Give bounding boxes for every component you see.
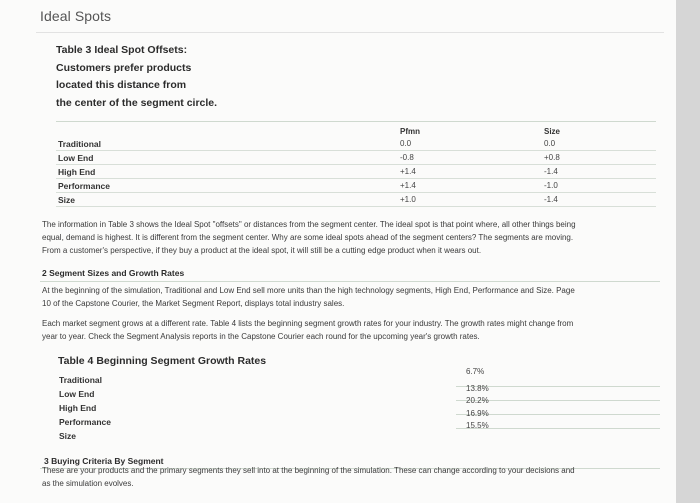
section2-paragraph-1 xyxy=(42,284,668,310)
table-row xyxy=(56,151,656,165)
pfmn-value: -0.8 xyxy=(400,153,414,162)
text-line: At the beginning of the simulation, Traditional and Low End sell more units than the high technology segments, High End, Performance and Size. Page xyxy=(42,286,575,295)
growth-rate-value: 15.5% xyxy=(466,421,489,430)
table3-caption xyxy=(56,42,316,112)
section-divider xyxy=(40,281,660,282)
text-line: The information in Table 3 shows the Ideal Spot "offsets" or distances from the segment center. The ideal spot is that point where, all other things being xyxy=(42,220,576,229)
table-row xyxy=(56,396,660,415)
row-label: Size xyxy=(58,195,76,205)
section2-paragraph-2 xyxy=(42,317,668,343)
table-top-rule xyxy=(56,121,656,122)
caption-line: Table 3 Ideal Spot Offsets: xyxy=(56,44,188,56)
section3-paragraph xyxy=(42,464,668,490)
size-value: +0.8 xyxy=(544,153,560,162)
text-line: 10 of the Capstone Courier, the Market Segment Report, displays total industry sales. xyxy=(42,299,345,308)
caption-line: located this distance from xyxy=(56,79,187,91)
pfmn-value: +1.4 xyxy=(400,167,416,176)
row-label: Performance xyxy=(58,181,110,191)
growth-rate-value: 20.2% xyxy=(466,396,489,405)
table-row xyxy=(56,165,656,179)
page-title: Ideal Spots xyxy=(40,8,112,24)
text-line: equal, demand is highest. It is different from the segment center. Why are some ideal spots ahead of the segment centers? The segments are moving. xyxy=(42,233,574,242)
title-divider xyxy=(36,32,664,33)
size-value: -1.0 xyxy=(544,181,558,190)
growth-rate-value: 6.7% xyxy=(466,367,485,376)
background-edge xyxy=(676,0,700,503)
text-line: These are your products and the primary segments they sell into at the beginning of the simulation. These can change according to your decisions and xyxy=(42,466,575,475)
section3-heading: 3 Buying Criteria By Segment xyxy=(44,456,164,466)
size-value: -1.4 xyxy=(544,167,558,176)
row-label: Low End xyxy=(58,153,94,163)
table-row xyxy=(56,179,656,193)
table-row xyxy=(56,384,660,401)
table-row xyxy=(56,137,656,151)
row-label: Traditional xyxy=(59,375,102,385)
row-label: High End xyxy=(58,167,96,177)
text-line: From a customer's perspective, if they buy a product at the ideal spot, it will still be a cutting edge product when it wears out. xyxy=(42,246,482,255)
size-value: -1.4 xyxy=(544,195,558,204)
text-line: as the simulation evolves. xyxy=(42,479,134,488)
pfmn-value: +1.4 xyxy=(400,181,416,190)
row-label: High End xyxy=(59,403,97,413)
table-row xyxy=(56,367,660,387)
row-label: Traditional xyxy=(58,139,101,149)
section2-heading: 2 Segment Sizes and Growth Rates xyxy=(42,268,185,278)
caption-line: the center of the segment circle. xyxy=(56,96,218,109)
table-row xyxy=(56,409,660,429)
row-label: Size xyxy=(59,431,77,441)
pfmn-value: +1.0 xyxy=(400,195,416,204)
intro-paragraph xyxy=(42,218,668,257)
growth-rate-value: 13.8% xyxy=(466,384,489,393)
row-divider xyxy=(56,206,656,207)
growth-rate-value: 16.9% xyxy=(466,409,489,418)
pfmn-value: 0.0 xyxy=(400,139,412,148)
text-line: year to year. Check the Segment Analysis reports in the Capstone Courier each round for the upcoming year's growth rates. xyxy=(42,332,480,341)
column-header-pfmn: Pfmn xyxy=(400,127,420,136)
row-label: Performance xyxy=(59,417,111,427)
table4-title: Table 4 Beginning Segment Growth Rates xyxy=(58,355,267,367)
column-header-size: Size xyxy=(544,127,561,136)
size-value: 0.0 xyxy=(544,139,556,148)
table-row xyxy=(56,193,656,207)
caption-line: Customers prefer products xyxy=(56,61,192,74)
row-label: Low End xyxy=(59,389,95,399)
text-line: Each market segment grows at a different rate. Table 4 lists the beginning segment growth rates for your industry. The growth rates might change from xyxy=(42,319,574,328)
